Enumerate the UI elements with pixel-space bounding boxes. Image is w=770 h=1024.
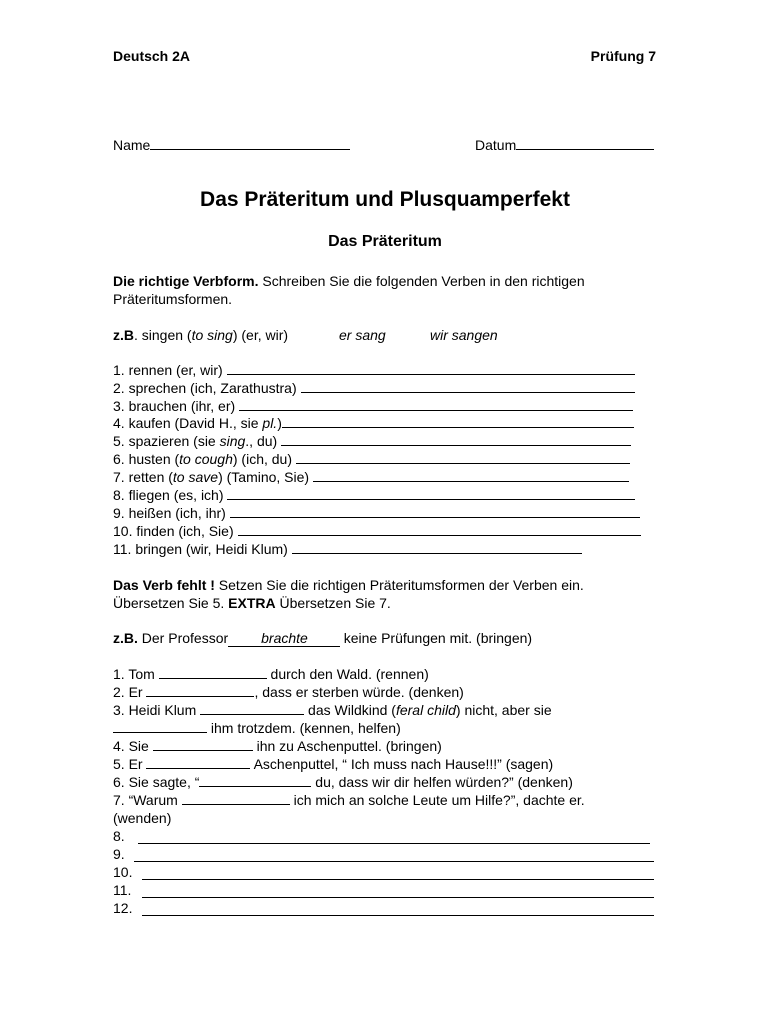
answer-blank[interactable] [230,505,640,518]
answer-blank[interactable] [182,792,290,805]
section2-instructions-line1: Das Verb fehlt ! Setzen Sie die richtigen Präteritumsformen der Verben ein. [113,577,584,593]
verb-item-2: 2. sprechen (ich, Zarathustra) [113,380,635,396]
answer-blank[interactable] [282,415,634,428]
sentence-item-5: 5. Er Aschenputtel, “ Ich muss nach Hause!!!” (sagen) [113,756,554,772]
translation-line-9[interactable] [134,861,654,862]
verb-item-9: 9. heißen (ich, ihr) [113,505,640,521]
answer-blank[interactable] [239,398,633,411]
answer-blank[interactable] [146,756,250,769]
sentence-item-7: 7. “Warum ich mich an solche Leute um Hilfe?”, dachte er. [113,792,585,808]
verb-item-11: 11. bringen (wir, Heidi Klum) [113,541,582,557]
example-answer: brachte [261,630,308,646]
name-field [113,137,350,153]
section2-example: z.B. Der Professor brachte keine Prüfungen mit. (bringen) [113,630,533,646]
answer-blank[interactable] [281,433,631,446]
section1-example: z.B. singen (to sing) (er, wir) [113,327,289,343]
answer-blank[interactable] [292,541,582,554]
answer-blank[interactable] [199,774,311,787]
sentence-item-1: 1. Tom durch den Wald. (rennen) [113,666,429,682]
page-subtitle: Das Präteritum [328,233,442,250]
verb-item-4: 4. kaufen (David H., sie pl.) [113,415,634,431]
answer-blank[interactable] [227,362,635,375]
answer-blank[interactable] [227,487,635,500]
answer-blank[interactable] [159,666,267,679]
verb-item-6: 6. husten (to cough) (ich, du) [113,451,630,467]
sentence-item-2: 2. Er , dass er sterben würde. (denken) [113,684,464,700]
translation-number-10: 10. [113,864,133,880]
answer-blank[interactable] [153,738,253,751]
sentence-item-3: 3. Heidi Klum das Wildkind (feral child) nicht, aber sie [113,702,552,718]
example-answer-er: er sang [339,327,386,343]
verb-item-8: 8. fliegen (es, ich) [113,487,635,503]
section1-heading: Die richtige Verbform. [113,273,259,289]
verb-item-5: 5. spazieren (sie sing., du) [113,433,631,449]
answer-blank[interactable] [113,720,207,733]
answer-blank[interactable] [146,684,254,697]
example-answer-wir: wir sangen [430,327,498,343]
sentence-item-4: 4. Sie ihn zu Aschenputtel. (bringen) [113,738,442,754]
exam-label: Prüfung 7 [590,48,656,64]
translation-number-9: 9. [113,846,125,862]
answer-blank[interactable] [238,523,641,536]
date-blank[interactable] [516,137,654,150]
verb-item-7: 7. retten (to save) (Tamino, Sie) [113,469,629,485]
translation-line-12[interactable] [142,915,654,916]
answer-blank[interactable] [313,469,629,482]
page-title: Das Präteritum und Plusquamperfekt [200,188,570,211]
date-label: Datum [475,137,517,153]
sentence-item-7-cont: (wenden) [113,810,172,826]
sentence-item-3-cont: ihm trotzdem. (kennen, helfen) [113,720,401,736]
name-label: Name [113,137,151,153]
translation-number-8: 8. [113,828,125,844]
verb-item-10: 10. finden (ich, Sie) [113,523,641,539]
translation-line-11[interactable] [142,897,654,898]
translation-number-12: 12. [113,900,133,916]
translation-number-11: 11. [113,882,132,898]
section2-instructions-line2: Übersetzen Sie 5. EXTRA Übersetzen Sie 7. [113,595,391,611]
section2-heading: Das Verb fehlt ! [113,577,215,593]
answer-blank[interactable] [301,380,635,393]
translation-line-10[interactable] [142,879,654,880]
verb-item-1: 1. rennen (er, wir) [113,362,635,378]
answer-blank[interactable] [296,451,630,464]
course-label: Deutsch 2A [113,48,191,64]
sentence-item-6: 6. Sie sagte, “ du, dass wir dir helfen würden?” (denken) [113,774,573,790]
translation-line-8[interactable] [138,843,650,844]
answer-blank[interactable] [200,702,304,715]
name-blank[interactable] [150,137,350,150]
date-field [475,137,654,153]
verb-item-3: 3. brauchen (ihr, er) [113,398,633,414]
section1-instructions-line1: Die richtige Verbform. Schreiben Sie die folgenden Verben in den richtigen [113,273,585,289]
section1-instructions-line2: Präteritumsformen. [113,291,233,307]
